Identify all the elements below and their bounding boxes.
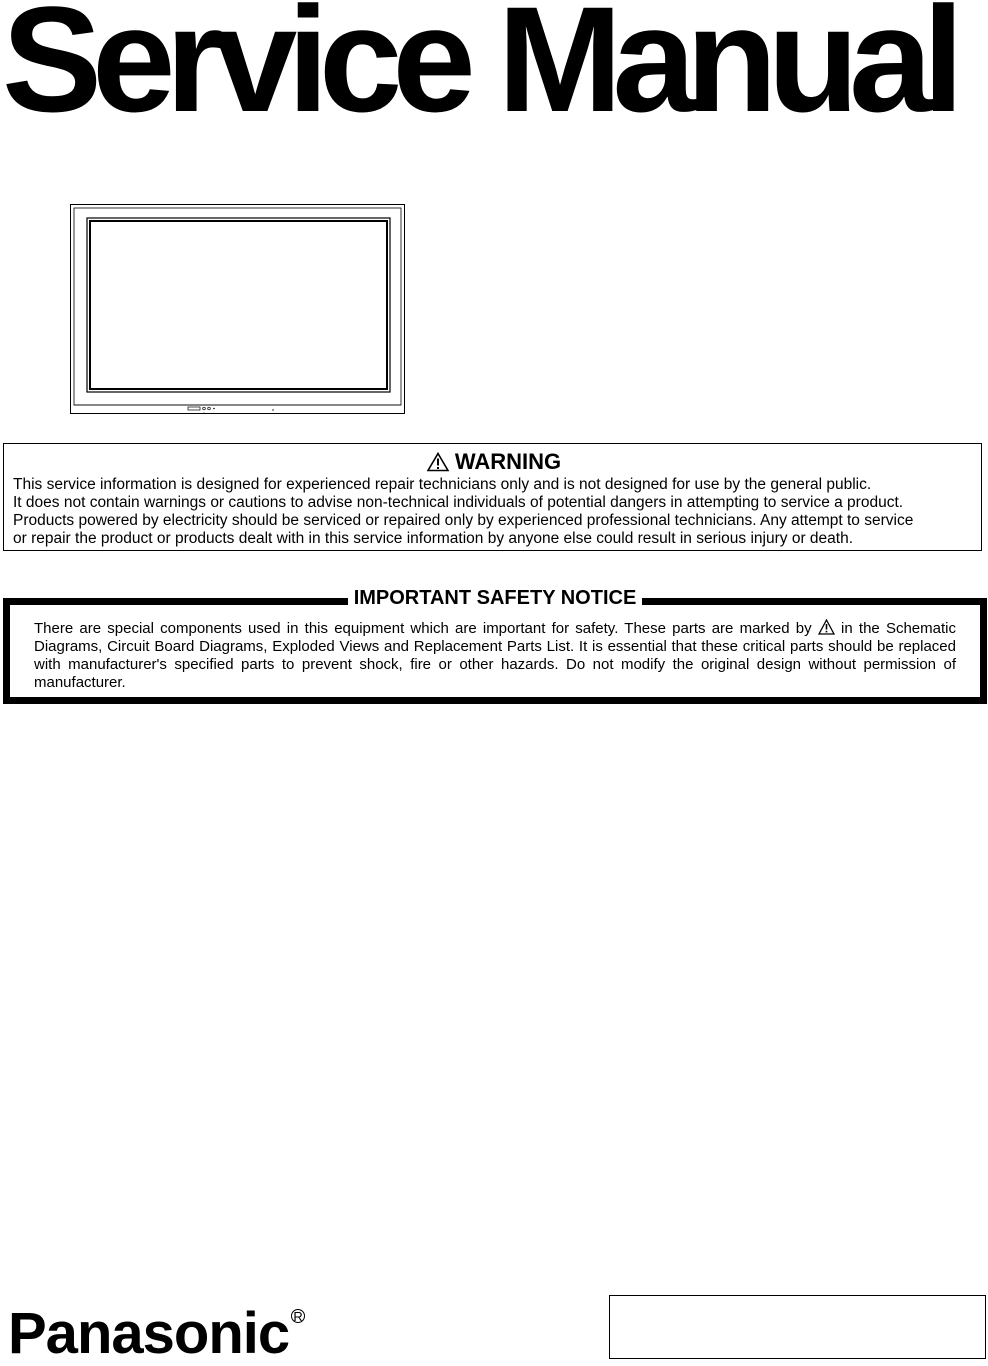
safety-notice-heading-text: IMPORTANT SAFETY NOTICE (348, 587, 643, 609)
page-title: Service Manual (2, 0, 955, 143)
warning-line: or repair the product or products dealt with in this service information by anyone else could result in serious injury or death. (13, 530, 854, 547)
safety-notice-box (3, 587, 987, 704)
warning-triangle-icon (818, 619, 835, 635)
safety-notice-text-start: There are special components used in this equipment which are important for safety. These parts are marked by (34, 620, 818, 637)
warning-line: Products powered by electricity should be serviced or repaired only by experienced professional technicians. Any attempt to service (13, 512, 914, 529)
safety-notice-body (34, 619, 956, 692)
warning-box (3, 443, 982, 551)
warning-heading-text: WARNING (454, 449, 562, 474)
television-illustration (70, 204, 406, 416)
warning-triangle-icon (427, 452, 449, 472)
brand-logo (8, 1301, 305, 1366)
warning-line: It does not contain warnings or cautions to advise non-technical individuals of potential dangers in attempting to service a product. (13, 494, 904, 511)
warning-line: This service information is designed for experienced repair technicians only and is not designed for use by the general public. (13, 476, 872, 493)
safety-notice-heading (10, 586, 980, 610)
order-number-box (609, 1295, 986, 1359)
safety-notice-text-end: in the Schematic Diagrams, Circuit Board Diagrams, Exploded Views and Replacement Parts List. It is essential that these critical parts should be replaced with manufacturer's specified parts to prevent shock, fire or other hazards. Do not modify the original design without permission of manufacturer. (34, 620, 956, 691)
registered-mark: R (291, 1309, 305, 1323)
brand-name: Panasonic (8, 1301, 290, 1366)
warning-heading (13, 448, 975, 476)
